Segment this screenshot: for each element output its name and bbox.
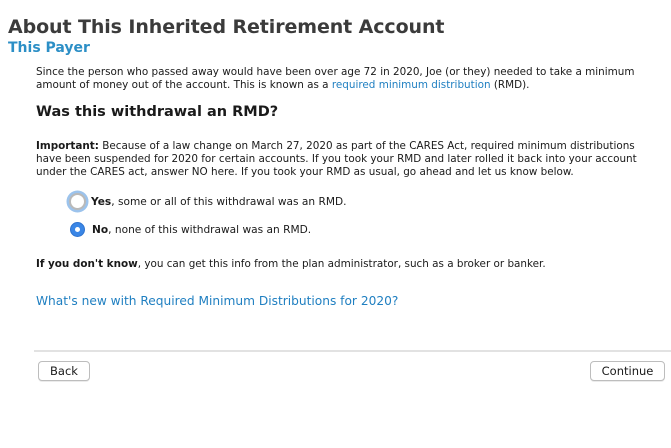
dont-know-label: If you don't know <box>36 258 138 270</box>
yes-option-description: , some or all of this withdrawal was an RMD. <box>111 195 347 208</box>
continue-button[interactable]: Continue <box>590 361 665 381</box>
footer-divider <box>34 350 671 352</box>
whats-new-rmd-link[interactable]: What's new with Required Minimum Distributions for 2020? <box>36 294 399 308</box>
dont-know-text: , you can get this info from the plan administrator, such as a broker or banker. <box>137 258 546 270</box>
no-option-label: No <box>92 223 109 236</box>
important-label: Important: <box>36 140 99 152</box>
no-radio-button[interactable] <box>70 222 85 237</box>
yes-option-label: Yes <box>91 195 112 208</box>
intro-text-after-link: (RMD). <box>490 79 530 91</box>
rmd-definition-link[interactable]: required minimum distribution <box>331 79 491 91</box>
intro-text-before-link: Since the person who passed away would have been over age 72 in 2020, Joe (or they) needed to take a minimum amount of money out of the account. This is known as a <box>36 66 635 91</box>
intro-paragraph <box>36 66 661 92</box>
page-title: About This Inherited Retirement Account <box>8 16 445 38</box>
yes-radio-button[interactable] <box>69 193 86 210</box>
important-text: Because of a law change on March 27, 2020 as part of the CARES Act, required minimum distributions have been suspended for 2020 for certain accounts. If you took your RMD and later rolled it back into your account under the CARES act, answer NO here. If you took your RMD as usual, go ahead and let us know below. <box>36 140 637 178</box>
dont-know-note <box>36 258 546 270</box>
page-subtitle: This Payer <box>8 40 90 56</box>
important-notice <box>36 140 661 179</box>
no-option[interactable] <box>68 222 311 237</box>
back-button[interactable]: Back <box>38 361 90 381</box>
yes-option[interactable] <box>68 193 347 210</box>
no-option-description: , none of this withdrawal was an RMD. <box>108 223 312 236</box>
yes-option-text <box>91 196 347 208</box>
question-heading: Was this withdrawal an RMD? <box>36 104 279 120</box>
no-option-text <box>92 224 311 236</box>
